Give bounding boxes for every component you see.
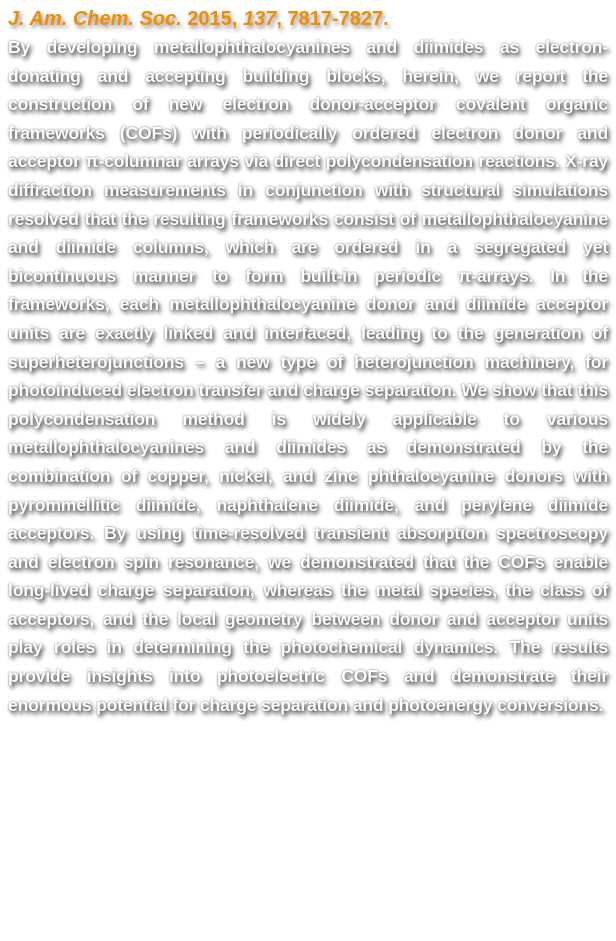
volume: 137 — [242, 8, 277, 30]
journal-name: J. Am. Chem. Soc. — [8, 8, 182, 30]
year: 2015 — [187, 8, 232, 30]
pages: 7817-7827. — [287, 8, 389, 30]
abstract-text: By developing metallophthalocyanines and diimides as electron-donating and accepting building blocks, herein, we report the construction of new electron donor-acceptor covalent organic frameworks (COFs) with periodically ordered electron donor and acceptor π-columnar arrays via direct polycondensation reactions. X-ray diffraction measurements in conjunction with structural simulations resolved that the resulting frameworks consist of metallophthalocyanine and diimide columns, which are ordered in a segregated yet bicontinuous manner to form built-in periodic π-arrays. In the frameworks, each metallophthalocyanine donor and diimide acceptor units are exactly linked and interfaced, leading to the generation of superheterojunctions – a new type of heterojunction machinery, for photoinduced electron transfer and charge separation. We show that this polycondensation method is widely applicable to various metallophthalocyanines and diimides as demonstrated by the combination of copper, nickel, and zinc phthalocyanine donors with pyrommellitic diimide, naphthalene diimide, and perylene diimide acceptors. By using time-resolved transient absorption spectroscopy and electron spin resonance, we demonstrated that the COFs enable long-lived charge separation, whereas the metal species, the class of acceptors, and the local geometry between donor and acceptor units play roles in determining the photochemical dynamics. The results provide insights into photoelectric COFs and demonstrate their enormous potential for charge separation and photoenergy conversions. — [8, 37, 608, 715]
citation: J. Am. Chem. Soc. 2015, 137, 7817-7827. — [8, 8, 389, 30]
